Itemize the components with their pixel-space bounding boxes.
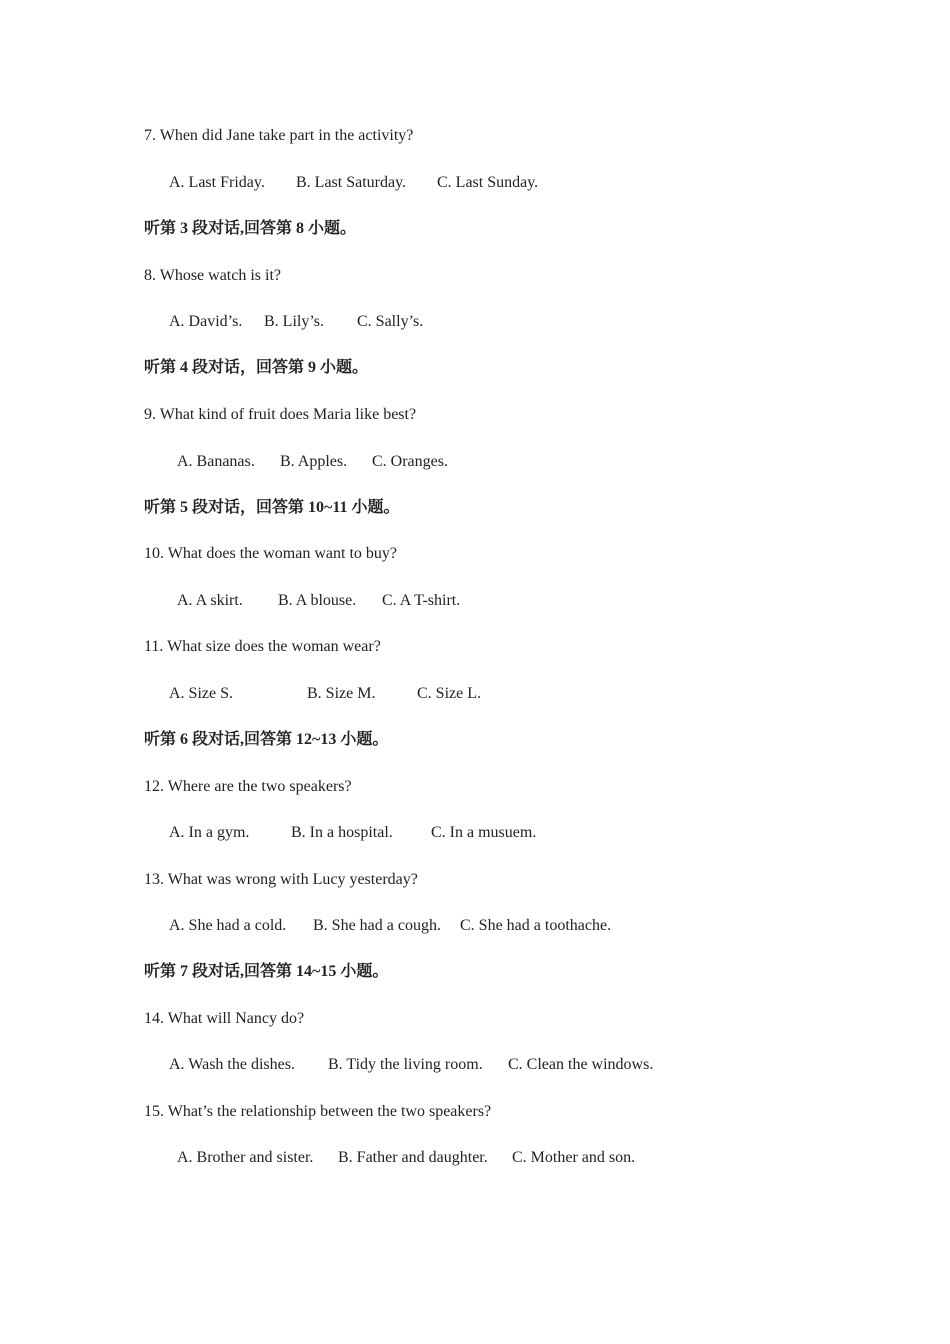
q14-option-a: A. Wash the dishes. <box>169 1056 295 1073</box>
question-8: 8. Whose watch is it? <box>144 267 282 284</box>
section-heading-6: 听第 6 段对话,回答第 12~13 小题。 <box>144 731 389 748</box>
q8-option-b: B. Lily’s. <box>264 313 325 330</box>
q12-option-b: B. In a hospital. <box>291 824 393 841</box>
q8-option-a: A. David’s. <box>169 313 243 330</box>
question-10: 10. What does the woman want to buy? <box>144 545 397 562</box>
question-15: 15. What’s the relationship between the two speakers? <box>144 1103 492 1120</box>
q14-option-c: C. Clean the windows. <box>508 1056 654 1073</box>
q15-option-c: C. Mother and son. <box>512 1149 636 1166</box>
q15-option-b: B. Father and daughter. <box>338 1149 488 1166</box>
question-14: 14. What will Nancy do? <box>144 1010 305 1027</box>
q13-option-b: B. She had a cough. <box>313 917 441 934</box>
question-11: 11. What size does the woman wear? <box>144 638 381 655</box>
q13-option-c: C. She had a toothache. <box>460 917 612 934</box>
question-12: 12. Where are the two speakers? <box>144 778 352 795</box>
q7-option-b: B. Last Saturday. <box>296 174 407 191</box>
question-9: 9. What kind of fruit does Maria like best? <box>144 406 417 423</box>
q7-option-a: A. Last Friday. <box>169 174 265 191</box>
q15-option-a: A. Brother and sister. <box>177 1149 314 1166</box>
q10-option-a: A. A skirt. <box>177 592 243 609</box>
q11-option-b: B. Size M. <box>307 685 376 702</box>
q11-option-c: C. Size L. <box>417 685 481 702</box>
section-heading-4: 听第 4 段对话，回答第 9 小题。 <box>144 359 369 376</box>
q12-option-c: C. In a musuem. <box>431 824 537 841</box>
section-heading-3: 听第 3 段对话,回答第 8 小题。 <box>144 220 357 237</box>
section-heading-7: 听第 7 段对话,回答第 14~15 小题。 <box>144 963 389 980</box>
q8-option-c: C. Sally’s. <box>357 313 424 330</box>
section-heading-5: 听第 5 段对话，回答第 10~11 小题。 <box>144 499 400 516</box>
q7-option-c: C. Last Sunday. <box>437 174 539 191</box>
q13-option-a: A. She had a cold. <box>169 917 287 934</box>
q14-option-b: B. Tidy the living room. <box>328 1056 483 1073</box>
q11-option-a: A. Size S. <box>169 685 233 702</box>
q9-option-b: B. Apples. <box>280 453 348 470</box>
q12-option-a: A. In a gym. <box>169 824 250 841</box>
q10-option-b: B. A blouse. <box>278 592 357 609</box>
q10-option-c: C. A T-shirt. <box>382 592 461 609</box>
question-7: 7. When did Jane take part in the activity? <box>144 127 414 144</box>
question-13: 13. What was wrong with Lucy yesterday? <box>144 871 418 888</box>
q9-option-a: A. Bananas. <box>177 453 255 470</box>
q9-option-c: C. Oranges. <box>372 453 448 470</box>
